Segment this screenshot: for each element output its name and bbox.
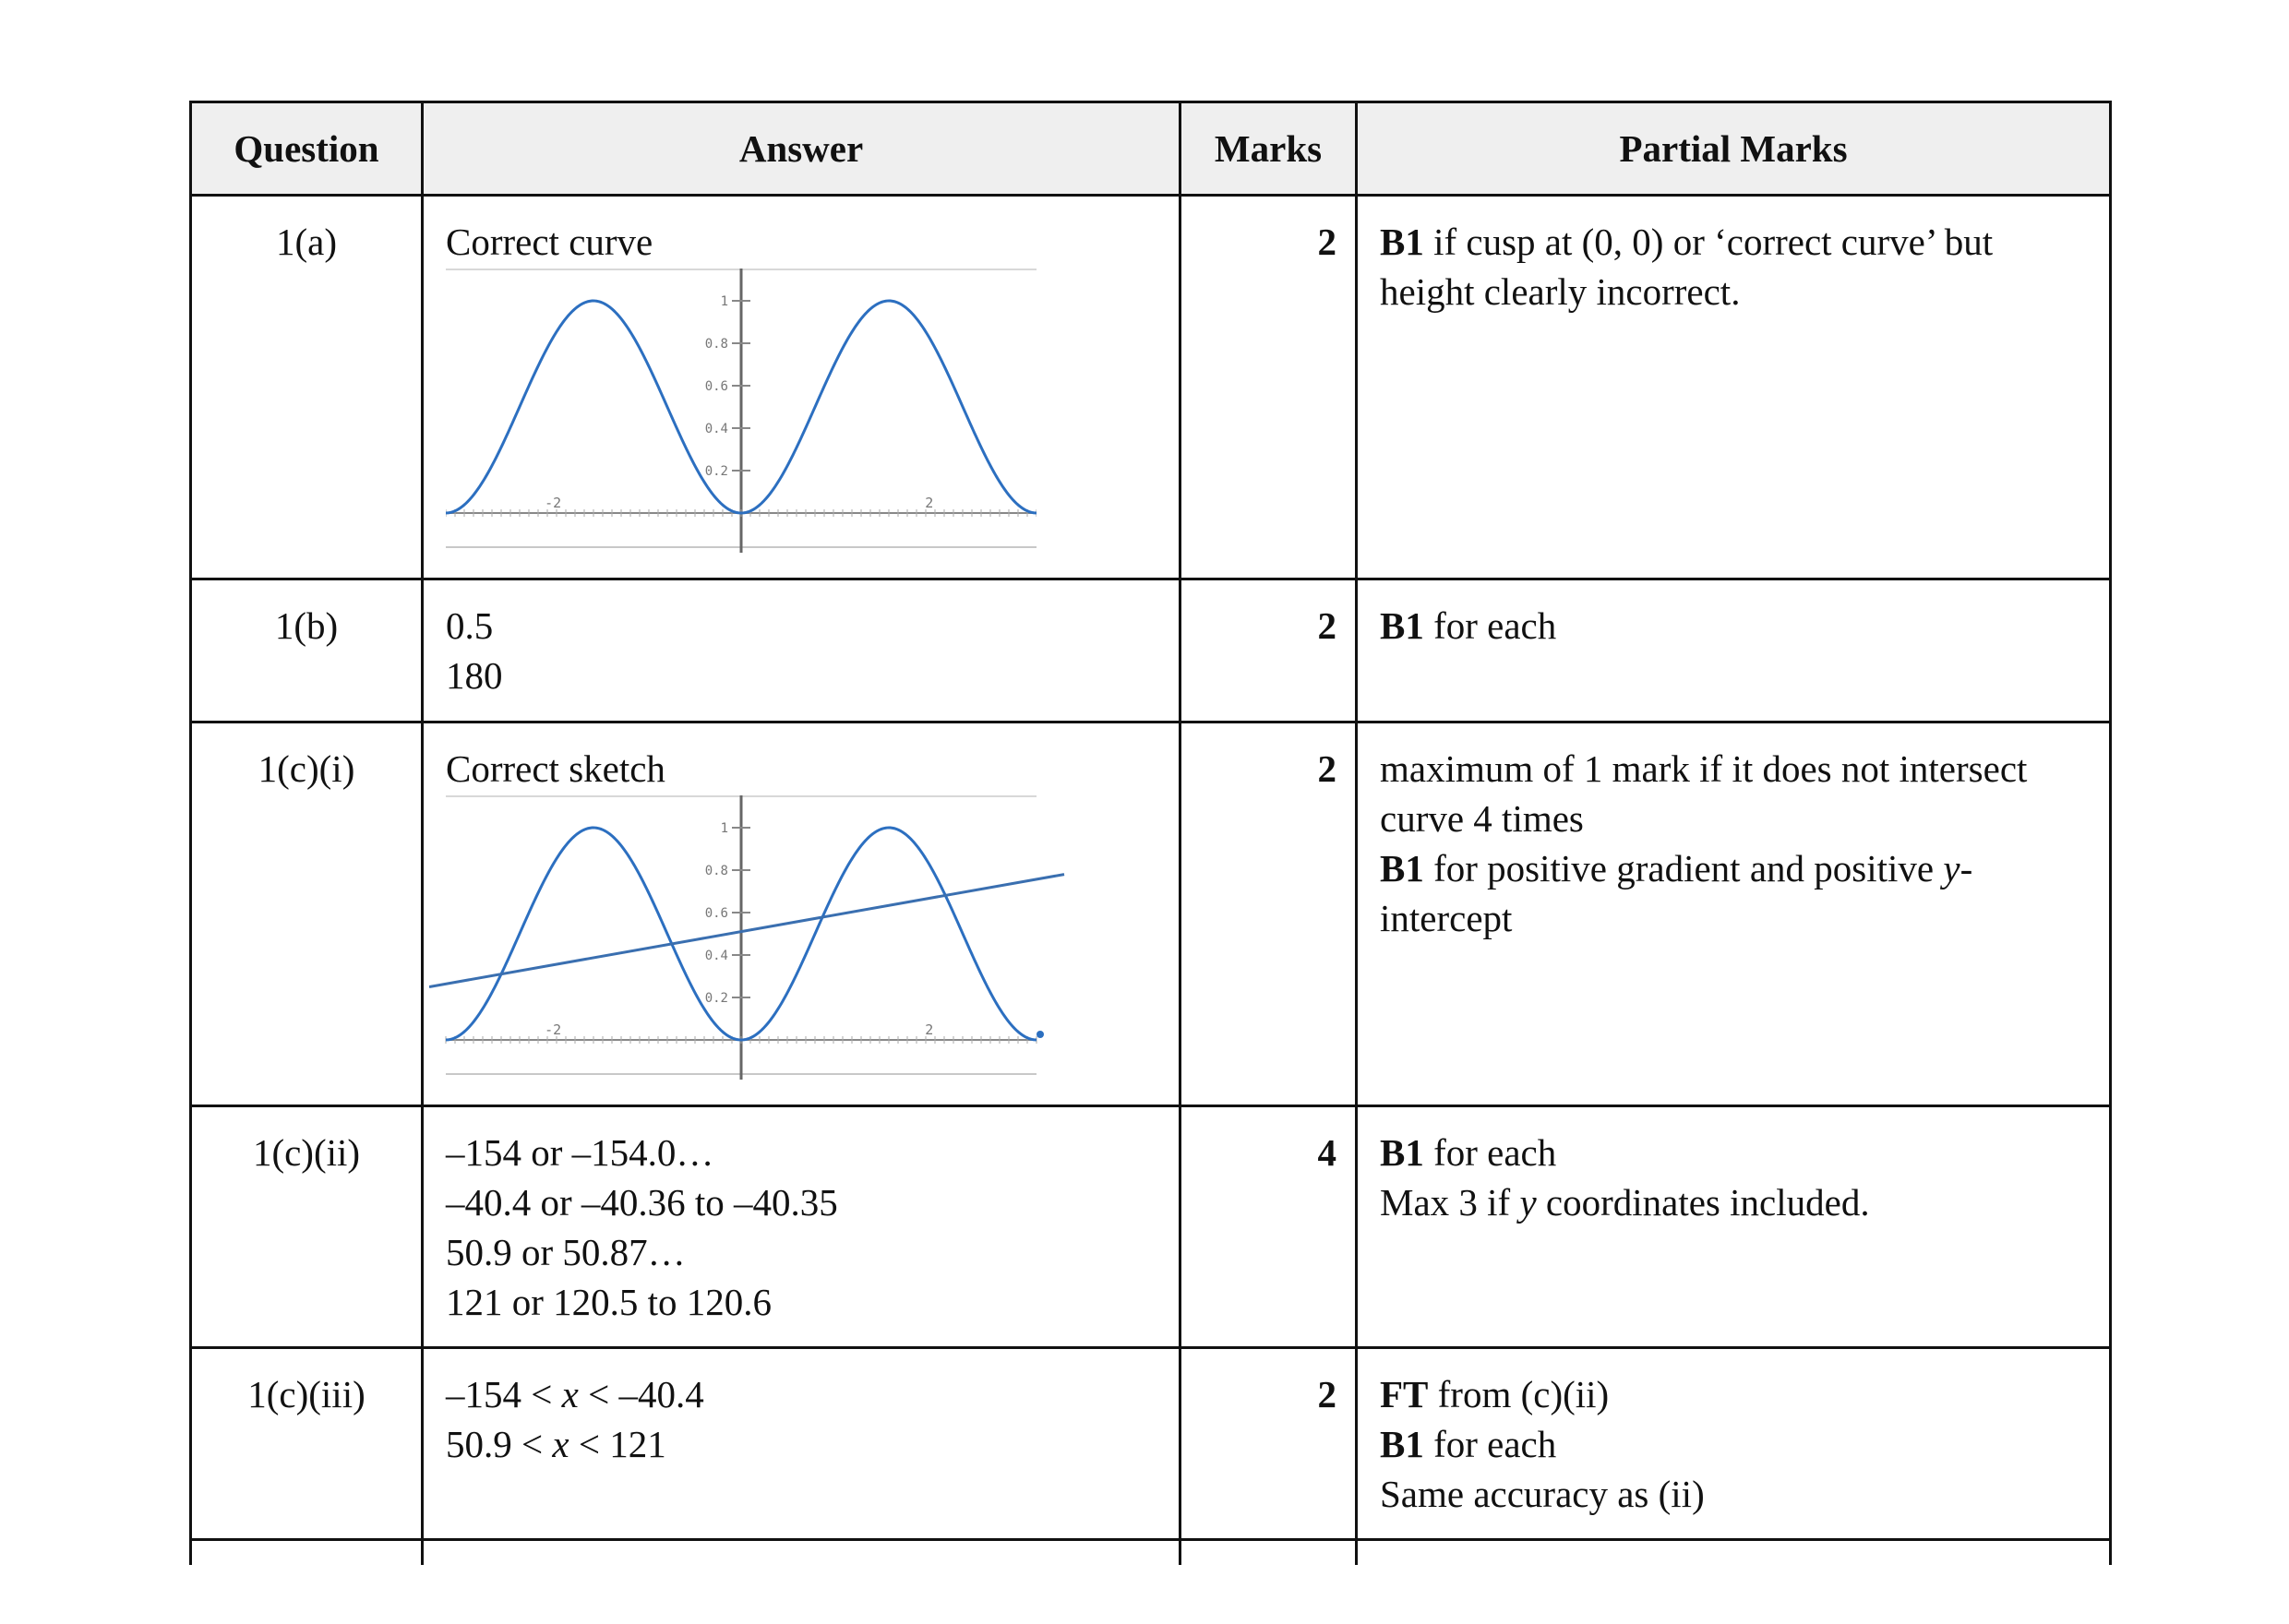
header-row: [191, 102, 2111, 196]
ineq-var: x: [561, 1373, 579, 1415]
y-tick-label: 0.6: [704, 379, 728, 394]
partial-marks-cell: [1357, 579, 2111, 722]
y-tick-label: 0.2: [704, 991, 728, 1006]
bold-term: B1: [1380, 604, 1424, 647]
partial-text: from (c)(ii): [1428, 1373, 1610, 1415]
curve-end-marker: [1037, 1031, 1044, 1038]
italic-var: y: [1519, 1181, 1537, 1224]
marks-cell: 2: [1180, 722, 1357, 1106]
partial-line: [1380, 601, 2091, 651]
partial-text: Max 3 if: [1380, 1181, 1520, 1224]
bold-term: B1: [1380, 1131, 1424, 1174]
y-tick-label: 0.6: [704, 906, 728, 921]
answer-line: Correct curve: [446, 221, 653, 263]
empty-cell: [1357, 1540, 2111, 1566]
x-tick-label: 2: [925, 495, 934, 511]
bold-term: B1: [1380, 847, 1424, 890]
empty-cell: [423, 1540, 1180, 1566]
question-cell: 1(b): [191, 579, 423, 722]
header-question: Question: [191, 102, 423, 196]
table-row: [191, 1106, 2111, 1348]
table-row: [191, 722, 2111, 1106]
y-tick-label: 0.4: [704, 949, 728, 963]
answer-line: 121 or 120.5 to 120.6: [446, 1281, 773, 1323]
partial-text: for positive gradient and positive: [1423, 847, 1944, 890]
partial-text: coordinates included.: [1536, 1181, 1870, 1224]
answer-cell: [423, 722, 1180, 1106]
partial-text: if cusp at (0, 0) or ‘correct curve’ but height clearly incorrect.: [1380, 221, 1994, 313]
partial-line: Same accuracy as (ii): [1380, 1473, 1705, 1515]
answer-line: 50.9 or 50.87…: [446, 1231, 686, 1273]
partial-marks-cell: [1357, 1106, 2111, 1348]
answer-line: Correct sketch: [446, 747, 665, 790]
header-marks: Marks: [1180, 102, 1357, 196]
answer-line: –40.4 or –40.36 to –40.35: [446, 1181, 838, 1224]
partial-text: for each: [1423, 1423, 1557, 1465]
partial-line: [1380, 1369, 2091, 1419]
marks-cell: 2: [1180, 1348, 1357, 1540]
bold-term: FT: [1380, 1373, 1429, 1415]
marks-cell: 2: [1180, 579, 1357, 722]
sin-squared-with-line-plot: [429, 795, 1075, 1081]
header-partial-marks: Partial Marks: [1357, 102, 2111, 196]
question-cell: 1(c)(iii): [191, 1348, 423, 1540]
partial-marks-cell: [1357, 1348, 2111, 1540]
x-tick-label: -2: [545, 495, 562, 511]
y-tick-label: 0.8: [704, 864, 728, 878]
y-tick-label: 0.8: [704, 337, 728, 352]
empty-cell: [191, 1540, 423, 1566]
x-tick-label: -2: [545, 1021, 562, 1038]
partial-line: [1380, 1128, 2091, 1177]
partial-text: for each: [1423, 1131, 1557, 1174]
marks-cell: 4: [1180, 1106, 1357, 1348]
bold-term: B1: [1380, 221, 1424, 263]
ineq-right: < 121: [569, 1423, 666, 1465]
answer-cell: [423, 196, 1180, 579]
partial-text: -intercept: [1380, 847, 1973, 939]
partial-line: maximum of 1 mark if it does not intersect curve 4 times: [1380, 747, 2028, 840]
y-tick-label: 1: [720, 294, 728, 309]
answer-cell: [423, 579, 1180, 722]
table-row: [191, 579, 2111, 722]
ineq-var: x: [552, 1423, 569, 1465]
bold-term: B1: [1380, 1423, 1424, 1465]
y-tick-label: 0.4: [704, 422, 728, 436]
marks-cell: 2: [1180, 196, 1357, 579]
sin-squared-plot: [446, 269, 1037, 555]
partial-marks-cell: [1357, 722, 2111, 1106]
ineq-left: –154 <: [446, 1373, 562, 1415]
partial-line: [1380, 843, 2091, 943]
ineq-right: < –40.4: [578, 1373, 704, 1415]
straight-line: [429, 875, 1064, 987]
italic-var: y: [1943, 847, 1960, 890]
answer-cell: [423, 1106, 1180, 1348]
answer-line: 180: [446, 654, 503, 697]
partial-text: for each: [1423, 604, 1557, 647]
header-answer: Answer: [423, 102, 1180, 196]
partial-line: [1380, 1419, 2091, 1469]
y-tick-label: 1: [720, 821, 728, 836]
table-row-truncated: [191, 1540, 2111, 1566]
question-cell: 1(c)(ii): [191, 1106, 423, 1348]
empty-cell: [1180, 1540, 1357, 1566]
table-row: [191, 1348, 2111, 1540]
question-cell: 1(a): [191, 196, 423, 579]
answer-line: –154 or –154.0…: [446, 1131, 714, 1174]
ineq-left: 50.9 <: [446, 1423, 553, 1465]
answer-line: [446, 1419, 1156, 1469]
answer-cell: [423, 1348, 1180, 1540]
partial-line: [1380, 1177, 2091, 1227]
mark-scheme-table: [189, 101, 2112, 1565]
partial-line: [1380, 217, 2091, 316]
x-tick-label: 2: [925, 1021, 934, 1038]
question-cell: 1(c)(i): [191, 722, 423, 1106]
partial-marks-cell: [1357, 196, 2111, 579]
answer-line: 0.5: [446, 604, 494, 647]
table-row: [191, 196, 2111, 579]
y-tick-label: 0.2: [704, 464, 728, 479]
answer-line: [446, 1369, 1156, 1419]
